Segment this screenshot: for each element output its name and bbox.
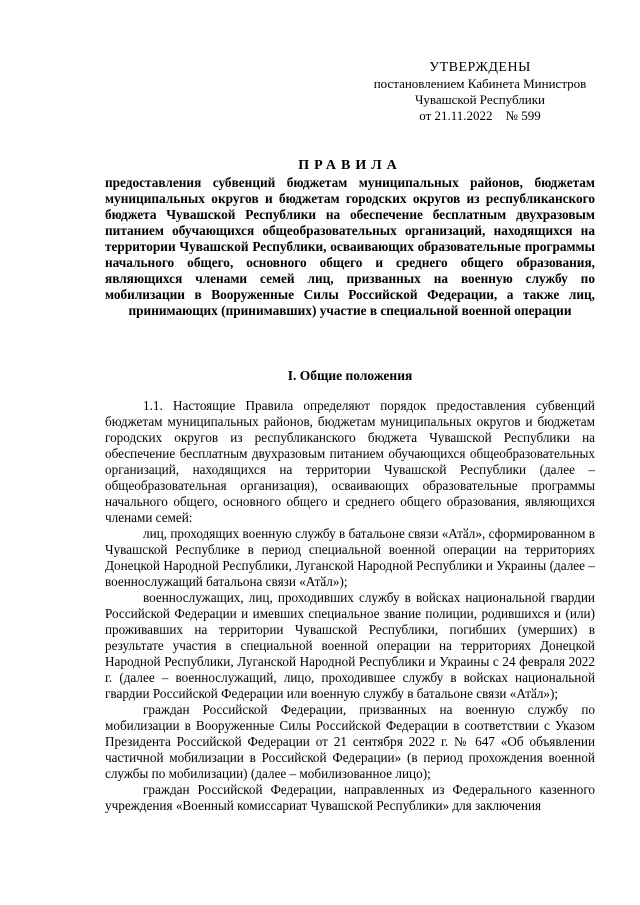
document-subtitle: предоставления субвенций бюджетам муниципальных районов, бюджетам муниципальных округов и бюджетам городских округов из республиканского бюджета Чувашской Республики на обеспечение бесплатным двухразовым питанием обучающихся общеобразовательных организаций, находящихся на территории Чувашской Республики, осваивающих образовательные программы начального общего, основного общего и среднего общего образования, являющихся членами семей лиц, призванных на военную службу по мобилизации в Вооруженные Силы Российской Федерации, а также лиц, принимающих (принимавших) участие в специальной военной операции bbox=[105, 175, 595, 318]
approval-block bbox=[360, 60, 600, 124]
approval-heading: УТВЕРЖДЕНЫ bbox=[429, 60, 531, 75]
paragraph: 1.1. Настоящие Правила определяют порядок предоставления субвенций бюджетам муниципальных районов, бюджетам муниципальных округов и бюджетам городских округов из республиканского бюджета Чувашской Республики на обеспечение бесплатным двухразовым питанием обучающихся общеобразовательных организаций, находящихся на территории Чувашской Республики (далее – общеобразовательная организация), осваивающих образовательные программы начального общего, основного общего и среднего общего образования, являющихся членами семей: bbox=[105, 398, 595, 525]
approval-line-1: постановлением Кабинета Министров bbox=[373, 76, 587, 91]
document-title: ПРАВИЛА bbox=[298, 158, 402, 173]
paragraph: граждан Российской Федерации, направленных из Федерального казенного учреждения «Военный комиссариат Чувашской Республики» для заключения bbox=[105, 782, 595, 813]
paragraph: граждан Российской Федерации, призванных на военную службу по мобилизации в Вооруженные Силы Российской Федерации в соответствии с Указом Президента Российской Федерации от 21 сентября 2022 г. № 647 «Об объявлении частичной мобилизации в Российской Федерации» (в период прохождения военной службы по мобилизации) (далее – мобилизованное лицо); bbox=[105, 702, 595, 781]
approval-line-3: от 21.11.2022 № 599 bbox=[419, 108, 541, 123]
section-title: I. Общие положения bbox=[287, 368, 413, 383]
paragraph: военнослужащих, лиц, проходивших службу в войсках национальной гвардии Российской Федерации и имевших специальное звание полиции, родившихся и (или) проживавших на территории Чувашской Республики, погибших (умерших) в результате участия в специальной военной операции на территориях Донецкой Народной Республики, Луганской Народной Республики и Украины с 24 февраля 2022 г. (далее – военнослужащий, лицо, проходившее службу в войсках национальной гвардии Российской Федерации или военную службу в батальоне связи «Атӑл»); bbox=[105, 590, 595, 701]
document-body bbox=[105, 398, 595, 814]
approval-line-2: Чувашской Республики bbox=[414, 92, 546, 107]
paragraph: лиц, проходящих военную службу в батальоне связи «Атӑл», сформированном в Чувашской Республике в период специальной военной операции на территориях Донецкой Народной Республики, Луганской Народной Республики и Украины (далее – военнослужащий батальона связи «Атӑл»); bbox=[105, 526, 595, 589]
